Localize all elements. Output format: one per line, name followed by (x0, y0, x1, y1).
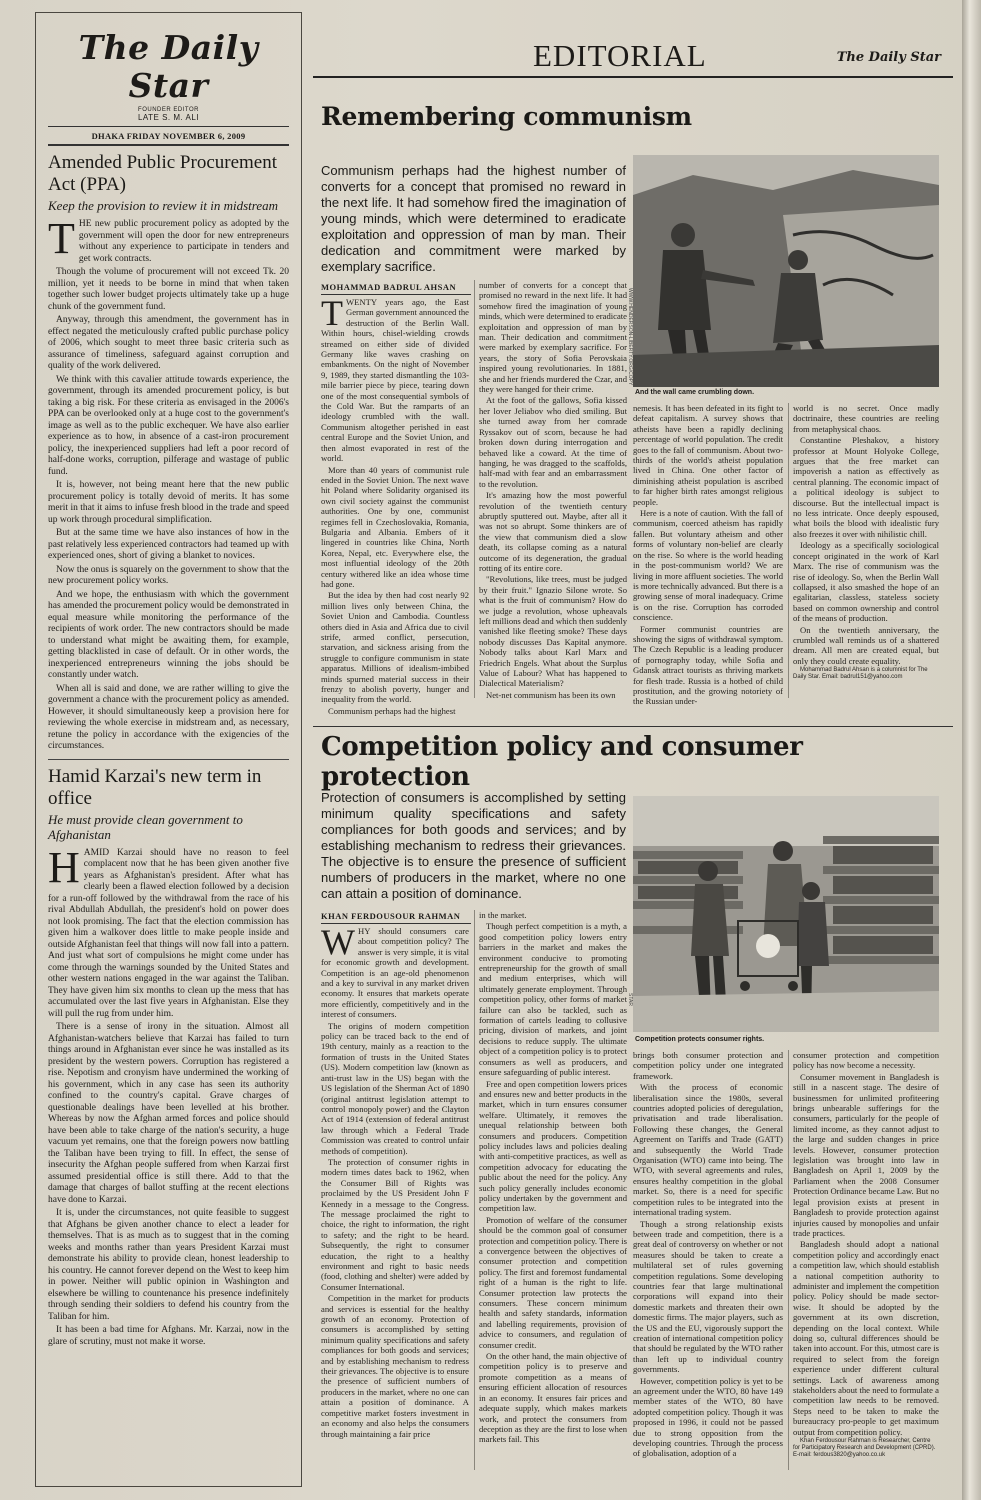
banner-rule (313, 76, 953, 78)
editorial1-paragraph: But at the same time we have also instances of how in the past relatively less experienced contractors had teamed up with experienced ones, short of giving a blanket to novices. (48, 528, 289, 561)
editorial2-title: Hamid Karzai's new term in office (48, 765, 262, 809)
editorial2-dropcap: H (48, 842, 80, 892)
story1-paragraph: "Revolutions, like trees, must be judged by their fruit." Ignazio Silone wrote. So what is the fruit of communism? How do we judge a revolution, whose upheavals left millions dead and which then suddenly vanished like fleeting smoke? These days nobody discusses Das Kapital anymore. Nobody talks about Karl Marx and Friedrich Engels. What about the Surplus Value of Labour? What has happened to Dialectical Materialism? (479, 574, 627, 689)
editorial2-paragraph: It has been a bad time for Afghans. Mr. Karzai, now in the glare of scrutiny, must not make it worse. (48, 1325, 289, 1347)
story1-dropcap: T (321, 293, 343, 333)
main-editorial-area (313, 18, 953, 1488)
story2-paragraph: Though a strong relationship exists between trade and competition, there is a great deal of controversy on whether or not measures should be taken to create a multilateral set of rules governing competition regulations. Some developing countries fear that large multinational corporations will expand into their domestic markets and threaten their own domestic firms. The major players, such as the US and the EU, vigorously support the creation of international competition policy that should be regulated by the WTO rather than left up to individual country governments. (633, 1218, 783, 1375)
story2-paragraph: With the process of economic liberalisation since the 1980s, several countries adopted policies of deregulation, privatisation and trade liberalisation. Following these changes, the General Agreement on Tariffs and Trade (GATT) and subsequently the World Trade Organisation (WTO) came into being. The WTO, with several agreements and rules, ensures healthy competition in the global market. So, there is a need for specific competition rules to be integrated into the international trading system. (633, 1082, 783, 1218)
story2-paragraph: Though perfect competition is a myth, a good competition policy lowers entry barriers in the market and makes the environment conducive to promoting entrepreneurship for the growth of small and medium enterprises, which will ultimately generate employment. Through competition policy, other forms of market failure can also be tackled, such as formation of cartels leading to collusive pricing, division of markets, and joint decisions to reduce supply. The ultimate object of a competition policy is to protect consumers as well as producers, and ensure safeguarding of public interest. (479, 921, 627, 1078)
story2-photo-credit: STAR (627, 993, 633, 1006)
story2-column-3 (633, 1050, 783, 1470)
masthead (48, 29, 289, 127)
story1-paragraph: Net-net communism has been its own (486, 689, 616, 700)
editorial1-paragraph: When all is said and done, we are rather willing to give the government a chance with the procurement policy as amended. However, it should simultaneously keep a provision here for reviewing the whole exercise in midstream and, as necessary, retune the policy in accordance with the exigencies of the circumstances. (48, 683, 289, 751)
story1-paragraph: Communism perhaps had the highest (328, 705, 456, 716)
column-rule (788, 403, 789, 698)
story2-dropcap: W (321, 922, 355, 962)
story2-column-2 (479, 910, 627, 1470)
editorial1-subtitle: Keep the provision to review it in midstream (48, 198, 278, 213)
story2-column-1 (321, 922, 469, 1471)
supermarket-image (633, 796, 939, 1032)
story1-caption: And the wall came crumbling down. (635, 389, 755, 396)
story1-column-1 (321, 293, 469, 716)
story2-column-4 (793, 1050, 939, 1486)
editorial2-paragraph: HAMID Karzai should have no reason to feel complacent now that he has been given another five years as Afghanistan's president. After what has clearly been a flawed election followed by a decision for a run-off followed by the withdrawal from the race of his rival Abdullah Abdullah, the president's hold on power does not look promising. The fact that the election commission has given him a walkover does little to make people inside and outside Afghanistan feel that things will now fall into a pattern. And just what sort of compulsions he might come under has come through the warnings sounded by the United States and other western nations engaged in the war against the Taliban. They have given him six months to clean up the mess that has accumulated over the last five years in Afghanistan. Else they will pull the rug from under him. (48, 842, 289, 1019)
editorial2-subtitle: He must provide clean government to Afghanistan (48, 811, 243, 842)
story2-headline: Competition policy and consumer protection (321, 732, 803, 792)
story1-paragraph: It's amazing how the most powerful revolution of the twentieth century abruptly sputtered out. Maybe, after all it was not so abrupt. Some thinkers are of the view that communism died a slow death, its collapse coming as a natural outcome of its degeneration, the gradual rotting of its entire core. (479, 490, 627, 573)
story1-photo-credit: WWW.HENDERSON-LIBERTY.ORG/COPY (627, 288, 633, 386)
story1-paragraph: world is no secret. Once madly doctrinaire, these countries are reeling from metaphysical chaos. (793, 403, 939, 434)
story1-paragraph: More than 40 years of communist rule ended in the Soviet Union. The next wave hit Poland where Solidarity organised its own civil society against the communist authorities. One by one, communist regimes fell in Czechoslovakia, Romania, Bulgaria and Albania. Embers of it lingered in countries like China, North Korea, Nepal, etc. Everywhere else, the most influential ideology of the 20th century withered like an idea whose time had gone. (321, 464, 469, 589)
editorial1-paragraph: Now the onus is squarely on the government to show that the new procurement policy works. (48, 564, 289, 586)
story2-paragraph: Competition in the market for products and services is essential for the healthy growth of an economy. Protection of consumers is accomplished by setting minimum quality specifications and safety compliances for both goods and services; and by establishing mechanism to redress their grievances. The objective is to ensure the presence of sufficient numbers of producers in the market, where no one can attain a position of dominance. A competitive market fosters investment in an economy and also helps the consumers through maintaining a fair price (321, 1293, 469, 1439)
story1-paragraph: number of converts for a concept that promised no reward in the next life. It had somehow fired the imagination of young minds, which were determined to eradicate exploitation and oppression of man by man. Their dedication and commitment were marked by exemplary sacrifice. For years, the story of Sofia Perovskaia inspired young revolutionaries. In 1881, she and her friends murdered the Czar, and they were hanged for their crime. (479, 280, 627, 395)
story2-author-note: Khan Ferdousour Rahman is Researcher, Centre for Participatory Research and Development (CPRD). E-mail: ferdous3820@yahoo.co.uk (793, 1438, 936, 1459)
page-binding-gutter (962, 0, 981, 1500)
editorial1-paragraph: THE new public procurement policy as adopted by the government will open the door for new entrepreneurs without any experience to participate in tenders and get work contracts. (48, 214, 289, 264)
founder-name: LATE S. M. ALI (137, 113, 200, 122)
founder-label: FOUNDER EDITOR (138, 107, 199, 113)
story1-byline: MOHAMMAD BADRUL AHSAN (321, 282, 471, 295)
berlin-wall-photo (633, 155, 939, 387)
story1-paragraph: Former communist countries are showing the signs of withdrawal symptom. The Czech Republic is a leading producer of pornography today, while Sofia and Gdansk attract tourists as thriving markets for flesh trade. Russia is a hotbed of child prostitution, and the growing notoriety of the Russian under- (633, 623, 783, 707)
dateline: DHAKA FRIDAY NOVEMBER 6, 2009 (48, 127, 289, 146)
story2-paragraph: Bangladesh should adopt a national competition policy and accordingly enact a competition law, which should establish a national competition authority to administer and implement the competition policy. Policy should be made sector-wise. It should be adopted by the government at its own discretion, depending on the local context. While doing so, cultural differences should be taken into account. For this, utmost care is required to select from the foreign experience under different cultural settings. Lack of awareness among stakeholders about the need to formulate a competition law needs to be removed. Steps need to be taken to make the bureaucracy pro-people to get maximum output from competition policy. (793, 1239, 939, 1437)
editorial1-paragraph: Though the volume of procurement will not exceed Tk. 20 million, yet it needs to be borne in mind that when taken together such lower budget projects ultimately take up a huge chunk of the government fund. (48, 267, 289, 312)
editorial-divider (48, 759, 289, 760)
story2-byline: KHAN FERDOUSOUR RAHMAN (321, 911, 471, 924)
story1-headline: Remembering communism (321, 102, 692, 131)
story2-caption: Competition protects consumer rights. (635, 1036, 765, 1043)
editorial2-paragraph: There is a sense of irony in the situation. Almost all Afghanistan-watchers believe that Karzai has failed to turn things around in Afghanistan ever since he was installed as its president by the western powers. Corruption has registered a rise. Nepotism and cronyism have undermined the working of his government, which in any case has seen its authority confined to the country's capital. Grave charges of questionable dealings have been levelled at his brother. Whereas by now the Afghan armed forces and police should have been able to take charge of the nation's security, a huge vacuum yet remains, one that the foreign powers now battling the Taliban have been trying to fill. In effect, the sense of insecurity the Afghan people suffered from when Karzai first assumed presidential office is still there. Add to that the damage that charges of ballot stuffing at the recent elections have done to Karzai. (48, 1022, 289, 1205)
story1-column-4 (793, 403, 939, 723)
berlin-wall-image (633, 155, 939, 387)
story1-intro: Communism perhaps had the highest number of converts for a concept that promised no reward in the next life. It had somehow fired the imagination of young minds, which were determined to eradicate exploitation and oppression of man by man. Their dedication and commitment were marked by exemplary sacrifice. (321, 163, 626, 274)
column-rule (474, 280, 475, 698)
column-rule (788, 1050, 789, 1470)
story2-paragraph: The origins of modern competition policy can be traced back to the end of 19th century, mainly as a reaction to the formation of trusts in the United States (US). Modern competition law (known as anti-trust law in the US) began with the US legislation of the Sherman Act of 1890 (original antitrust legislation attempt to control monopoly power) and the Clayton Act of 1914 (extension of federal antitrust law through which a Federal Trade Commission was created to control unfair methods of competition). (321, 1020, 469, 1156)
story2-paragraph: in the market. (479, 910, 527, 920)
story1-paragraph: At the foot of the gallows, Sofia kissed her lover Jeliabov who died smiling. But she turned away from her comrade Ryssakov out of scorn, because he had broken down during interrogation and behaved like a coward. At the time of hanging, he was dragged to the scaffolds, half-mad with fear and an embarrassment to the revolution. (479, 395, 627, 489)
editorial1-paragraph: Anyway, through this amendment, the government has in effect negated the meticulously crafted public purchase policy of 2006, which sought to meet three basic criteria such as assurance of timeliness, safeguard against corruption and quality of the work delivered. (48, 315, 289, 371)
story1-paragraph: On the twentieth anniversary, the crumbled wall reminds us of a shattered dream. All men are created equal, but only they could create equality. (793, 624, 939, 666)
story1-paragraph: TWENTY years ago, the East German government announced the destruction of the Berlin Wall. Within hours, chisel-wielding crowds streamed on either side of divided Germany like waves crashing on embankments. On the night of November 9, 1989, they started dismantling the 103-mile barrier piece by piece, tearing down one of the most consequential symbols of the Cold War. But the ramparts of an ideology crumbled with the wall. Communism altogether perished in east central Europe and the Soviet Union, and then almost evaporated in rest of the world. (321, 293, 469, 464)
story1-paragraph: Ideology as a specifically sociological concept originated in the work of Karl Marx. The rise of communism was the rise of ideology. So, when the Berlin Wall collapsed, it also smashed the hope of an egalitarian, classless, stateless society based on common ownership and control of the means of production. (793, 540, 939, 624)
editorial1-paragraph: We think with this cavalier attitude towards experience, the government, through its amended procurement policy, is but taking a big risk. For these criteria as envisaged in the 2006's PPA can be overlooked only at a huge cost to the government's image as well as to the public exchequer. We have also earlier experience as to how, in absence of a cast-iron procurement policy, the inexperienced suppliers had left a poor record of half-done works, corruption, pilferage and wastage of public fund. (48, 374, 289, 477)
story2-paragraph: WHY should consumers care about competition policy? The answer is very simple, it is vital for economic growth and development. Competition is an age-old phenomenon and a key to survival in any market driven economy. It ensures that markets operate more efficiently, competitively and in the interest of consumers. (321, 922, 469, 1020)
editorial1-paragraph: It is, however, not being meant here that the new public procurement policy is totally devoid of merits. It has some merit in that it aims to infuse fresh blood in the trade and speed up work through procedural simplification. (48, 480, 289, 525)
story1-paragraph: Here is a note of caution. With the fall of communism, coerced atheism has rapidly fallen. But voluntary atheism and other forms of voluntary non-belief are clearly on the rise. So where is the world heading in the post-communism world? We are living in more affluent societies. The world is more technically advanced. But there is a growing sense of moral inadequacy. Crime is on the rise. Corruption has corroded conscience. (633, 508, 783, 623)
story2-paragraph: However, competition policy is yet to be an agreement under the WTO, 80 have 149 member states of the WTO, 80 have adopted competition policy. Though it was proposed in 1996, it could not be passed due to strong opposition from the developing countries. Through the process of globalisation, adoption of a (633, 1375, 783, 1459)
story2-paragraph: Promotion of welfare of the consumer should be the common goal of consumer protection and competition policy. There is a convergence between the objectives of consumer protection and competition policy. The first and foremost fundamental right of a human is the right to life. Consumer protection law protects the consumers. These concern minimum health and safety standards, information and labelling requirements, provision of advice to consumers, and regulation of consumer credit. (479, 1214, 627, 1350)
editorial1-paragraph: And we hope, the enthusiasm with which the government has amended the procurement policy would be demonstrated in equal measure while monitoring the performance of the recipients of work order. The new contractors should be made to understand what might be awaiting them, for example, getting blacklisted in case of default. Or in other words, the inexperienced entrepreneurs winning the jobs should be constantly under watch. (48, 589, 289, 680)
story2-paragraph: Consumer movement in Bangladesh is still in a nascent stage. The desire of businessmen for unlimited profiteering brings unbearable sufferings for the consumers, particularly for the people of limited income, as they cannot adjust to the large and sudden changes in price levels. However, consumer protection legislation was brought into law in Bangladesh on April 1, 2009 by the Parliament when the 2008 Consumer Protection Ordinance became Law. But no legal provision exists at present in Bangladesh to provide protection against injuries caused by monopolies and unfair trade practices. (793, 1071, 939, 1238)
story2-paragraph: On the other hand, the main objective of competition policy is to preserve and promote competition as a means of ensuring efficient allocation of resources in an economy. It ensures fair prices and adequate supply, which makes markets work, and protect the consumers from deception as they are the first to lose when markets fail. This (479, 1351, 627, 1445)
editorial2-body (48, 842, 289, 1349)
editorial-banner (313, 18, 953, 78)
editorial1-title: Amended Public Procurement Act (PPA) (48, 152, 278, 195)
column-rule (474, 910, 475, 1470)
banner-brand-logo: The Daily Star (836, 50, 941, 65)
story1-paragraph: Constantine Pleshakov, a history professor at Mount Holyoke College, argues that the free market can impoverish a nation as effectively as central planning. The economic impact of a political ideology is subject to discourse. But the intellectual impact is no less intricate. Once deeply espoused, what boils the blood with idealistic fury also freezes it over with nihilistic chill. (793, 435, 939, 539)
story1-column-3 (633, 403, 783, 707)
story-separator (313, 726, 953, 727)
masthead-logo: The Daily Star (78, 28, 259, 105)
story1-column-2 (479, 280, 627, 698)
story1-paragraph: nemesis. It has been defeated in its fight to defeat capitalism. A survey shows that atheists have been a rapidly declining percentage of world population. The credit goes to the fall of communism. About two-thirds of the world's atheist population lived in China. One other factor of diminishing atheist population is ascribed to far higher birth rates amongst religious people. (633, 403, 783, 507)
story2-paragraph: consumer protection and competition policy has now become a necessity. (793, 1050, 939, 1071)
left-editorial-column (35, 12, 302, 1487)
editorial2-paragraph: It is, under the circumstances, not quite feasible to suggest that Afghans be given another chance to elect a leader for themselves. That is as much as to suggest that in the coming weeks and months rather than years President Karzai must demonstrate his ability to provide clean, honest leadership to his country. He cannot forever depend on the West to keep him in power. Neither will public opinion in Washington and elsewhere be willing to countenance his presence indefinitely through sending their soldiers to defend his country from the Taliban for him. (48, 1208, 289, 1322)
editorial1-body (48, 214, 289, 753)
story1-paragraph: But the idea by then had cost nearly 92 million lives only between China, the Soviet Union and Cambodia. Countless others died in Asia and Africa due to civil strife, armed conflict, persecution, starvation, and sickness arising from the struggle to configure communism in state apparatus. Millions of idealism-imbibed minds spurned material success in their frenzy to abolish poverty, hunger and inequality from the world. (321, 590, 469, 705)
story2-paragraph: brings both consumer protection and competition policy under one integrated framework. (633, 1050, 783, 1081)
story2-paragraph: The protection of consumer rights in modern times dates back to 1962, when the Consumer Bill of Rights was proclaimed by the US President John F Kennedy in a message to the Congress. The message proclaimed the right to choice, the right to information, the right to safety; and the right to be heard. Subsequently, the right to consumer education, the right to a healthy environment and right to basic needs (food, clothing and shelter) were added by Consumer International. (321, 1156, 469, 1292)
story1-author-note: Mohammad Badrul Ahsan is a columnist for The Daily Star. Email: badrul151@yahoo.com (793, 667, 928, 681)
supermarket-photo (633, 796, 939, 1032)
editorial-banner-title: EDITORIAL (533, 38, 707, 73)
editorial1-dropcap: T (48, 214, 75, 263)
story2-paragraph: Free and open competition lowers prices and ensures new and better products in the market, which in turn ensures consumer welfare. Ultimately, it removes the unequal relationship between both consumers and producers. Competition policy includes laws and policies dealing with anti-competitive practices, as well as competition advocacy for educating the public about the need for the policy. Any such policy generally includes economic policy undertaken by the government and competition law. (479, 1078, 627, 1214)
story2-intro: Protection of consumers is accomplished by setting minimum quality specifications and safety compliances for both goods and services; and by establishing mechanism to redress their grievances. The objective is to ensure the presence of sufficient numbers of producers in the market, where no one can attain a position of dominance. (321, 790, 626, 901)
